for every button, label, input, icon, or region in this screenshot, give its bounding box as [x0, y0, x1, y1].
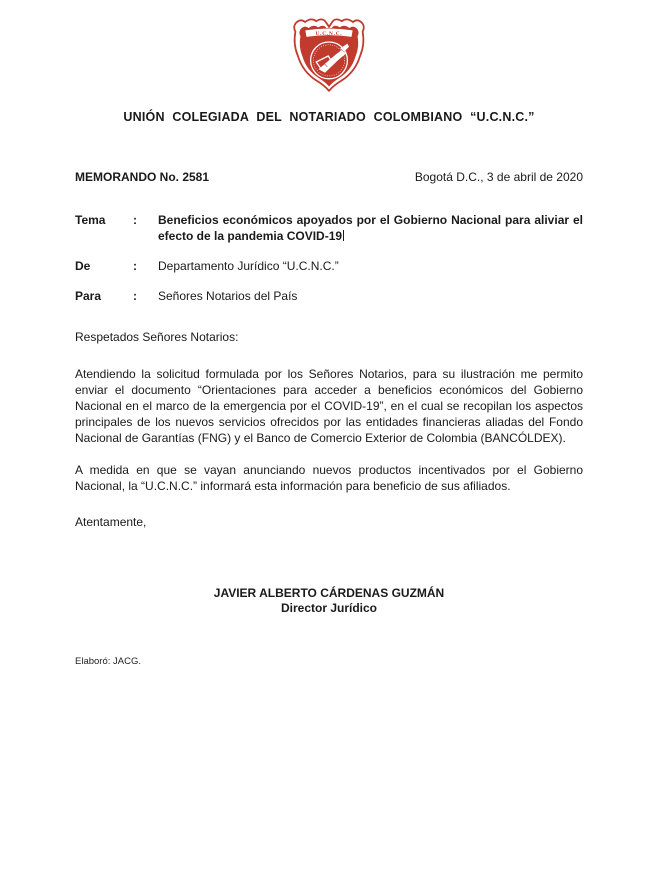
signature-name: JAVIER ALBERTO CÁRDENAS GUZMÁN — [213, 586, 445, 600]
body-paragraph-1: Atendiendo la solicitud formulada por los Señores Notarios, para su ilustración me permito enviar el documento “Orientaciones para acceder a beneficios económicos del Gobierno Nacional en el marco de la emergencia por el COVID-19”, en el cual se recopilan los aspectos principales de los nuevos servicios ofrecidos por las entidades financieras aliadas del Fondo Nacional de Garantías (FNG) y el Banco de Comercio Exterior de Colombia (BANCÓLDEX). — [75, 367, 583, 445]
tema-colon: : — [133, 213, 137, 227]
memo-fields — [75, 212, 583, 304]
body-paragraph-2: A medida en que se vayan anunciando nuevos productos incentivados por el Gobierno Nacional, la “U.C.N.C.” informará esta información para beneficio de sus afiliados. — [75, 463, 583, 493]
signature-title: Director Jurídico — [280, 601, 378, 615]
crest-acronym-text: U.C.N.C. — [315, 30, 343, 37]
text-cursor — [343, 230, 344, 241]
de-label: De — [75, 259, 91, 273]
memo-header-row — [75, 170, 583, 184]
memo-place-date: Bogotá D.C., 3 de abril de 2020 — [414, 170, 583, 184]
de-value: Departamento Jurídico “U.C.N.C.” — [158, 259, 339, 273]
footer-note: Elaboró: JACG. — [75, 656, 141, 667]
tema-label: Tema — [75, 213, 106, 227]
field-row-para — [75, 288, 583, 304]
de-colon: : — [133, 259, 137, 273]
closing: Atentamente, — [75, 515, 147, 529]
tema-value-text: Beneficios económicos apoyados por el Gobierno Nacional para aliviar el efecto de la pandemia COVID-19 — [158, 213, 583, 243]
para-value: Señores Notarios del País — [158, 289, 298, 303]
para-label: Para — [75, 289, 102, 303]
signature-block — [75, 586, 583, 616]
ucnc-shield-icon — [288, 14, 370, 94]
field-row-tema — [75, 212, 583, 244]
tema-value — [158, 212, 583, 244]
memo-number: MEMORANDO No. 2581 — [75, 170, 210, 184]
salutation: Respetados Señores Notarios: — [75, 330, 239, 344]
para-colon: : — [133, 289, 137, 303]
organization-name: UNIÓN COLEGIADA DEL NOTARIADO COLOMBIANO “U.C.N.C.” — [123, 110, 535, 124]
organization-crest — [75, 14, 583, 99]
field-row-de — [75, 258, 583, 274]
